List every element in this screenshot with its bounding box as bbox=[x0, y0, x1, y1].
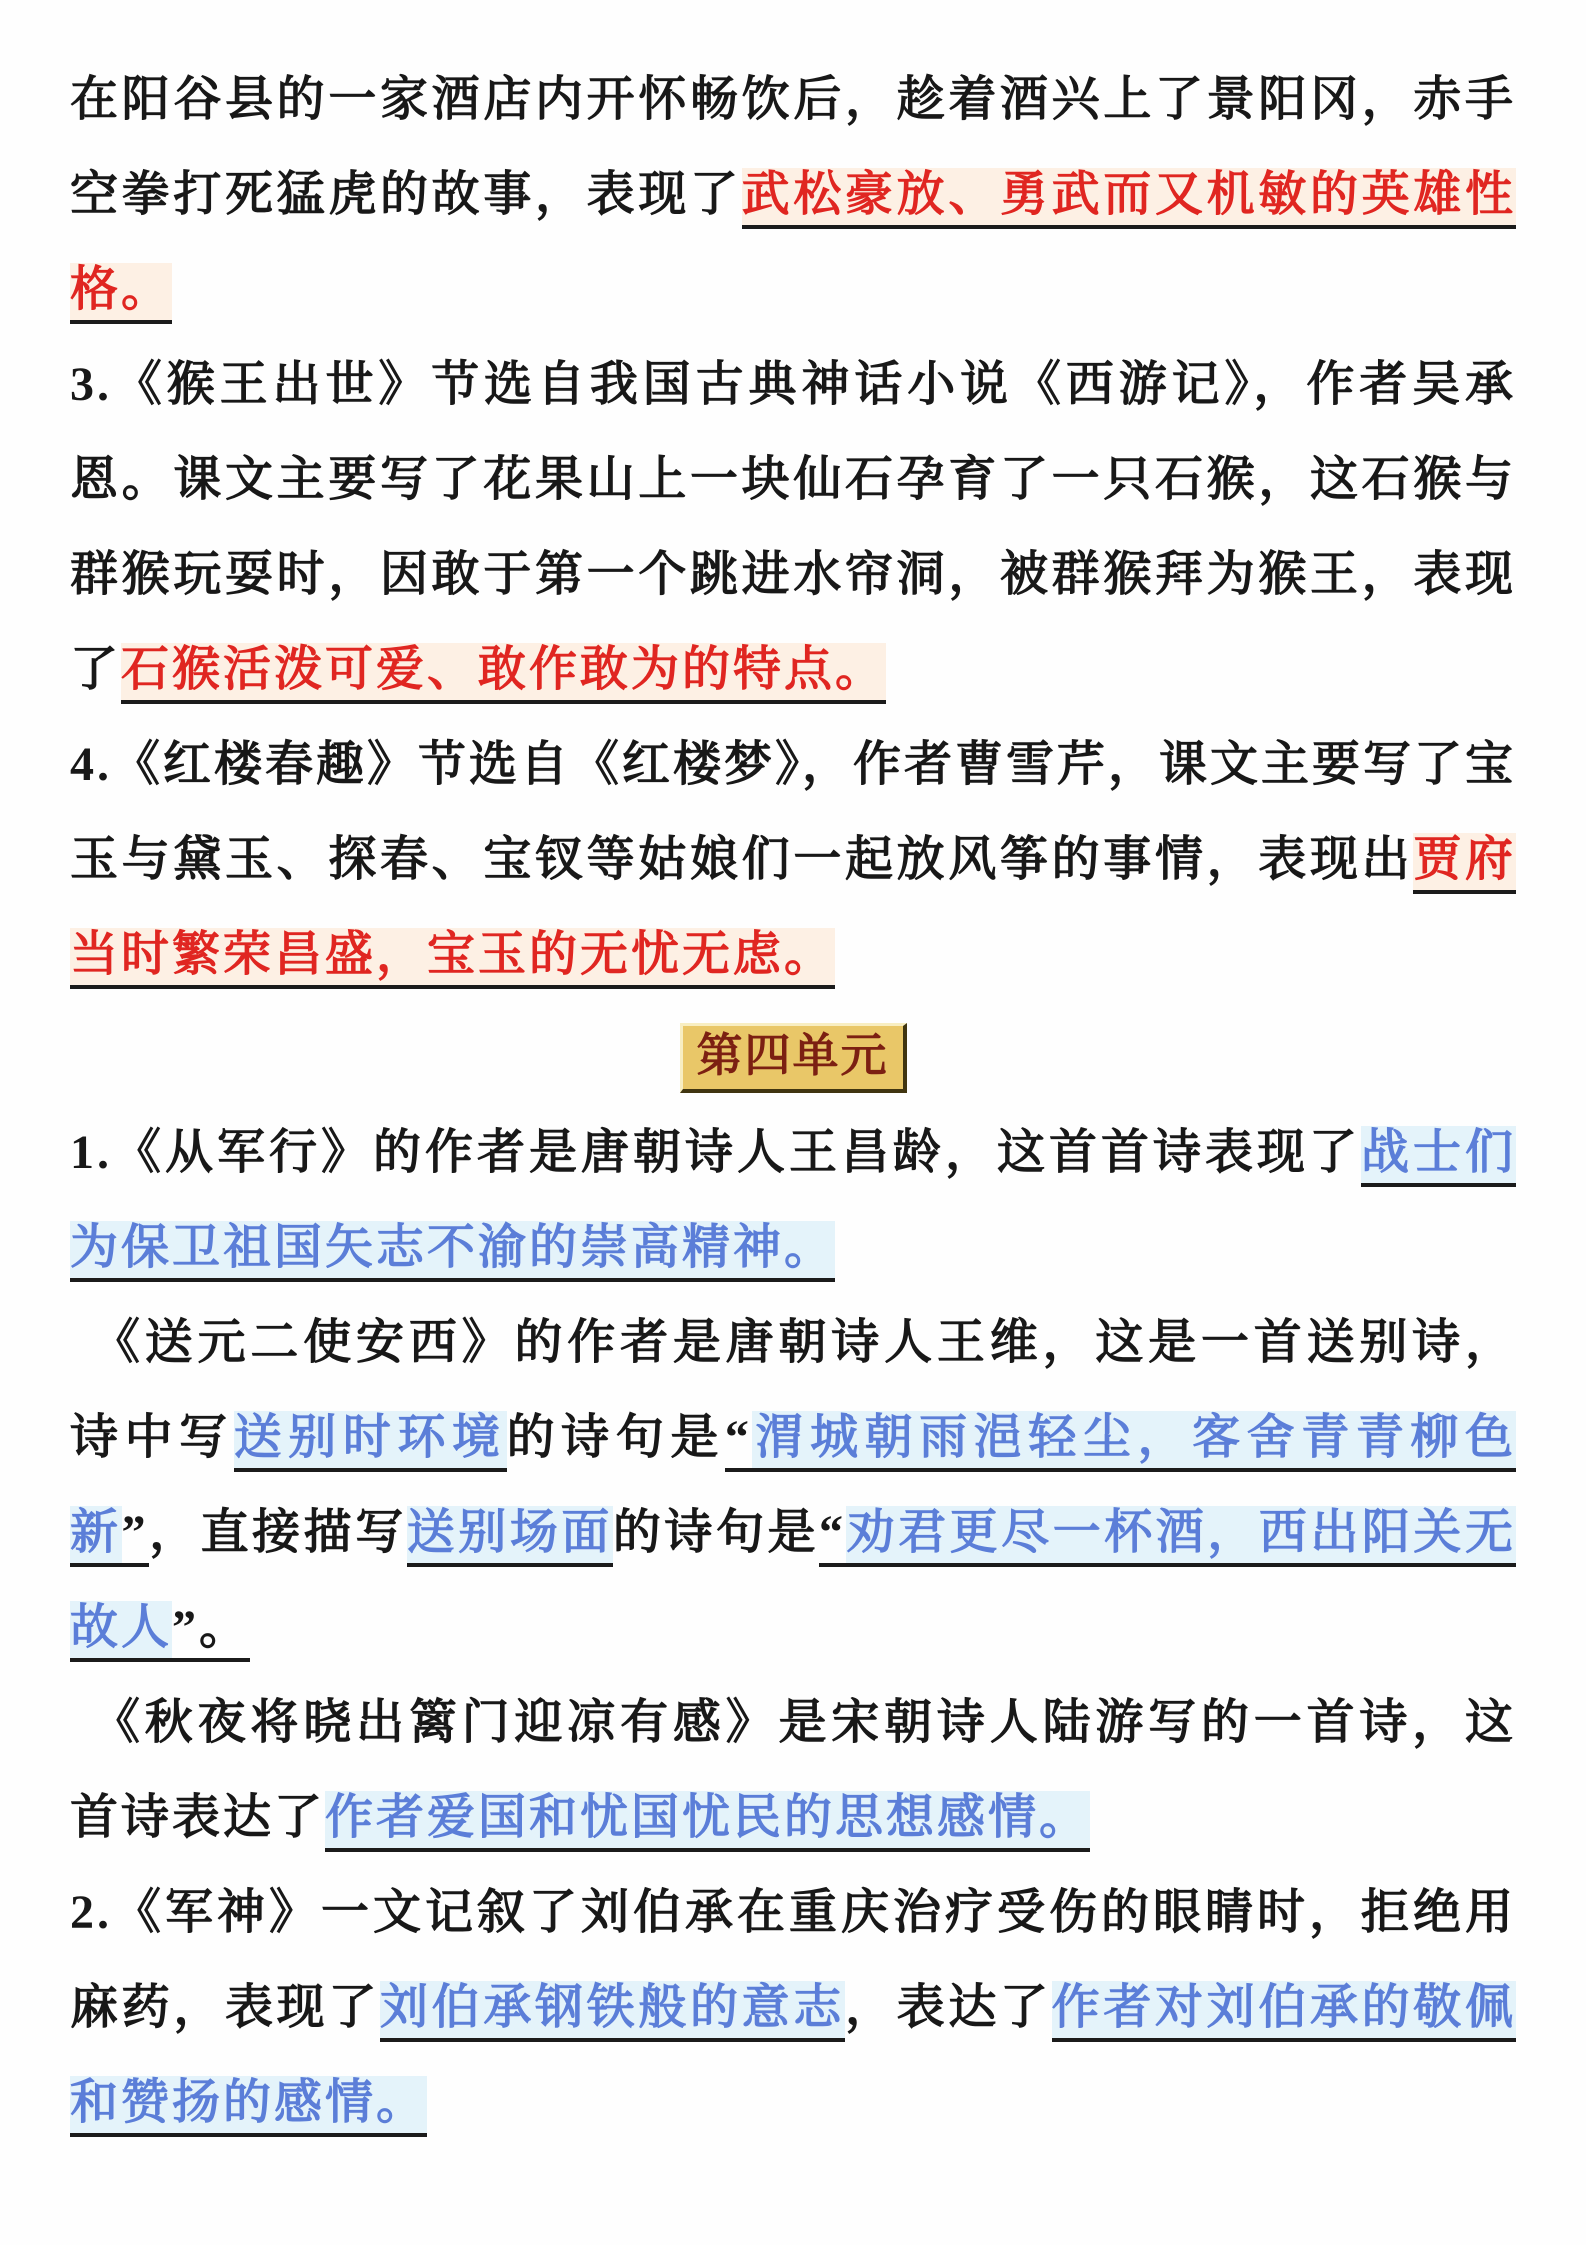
paragraph bbox=[70, 337, 1516, 717]
paragraph bbox=[70, 717, 1516, 1002]
paragraph bbox=[70, 1295, 1516, 1675]
text-run: 3.《猴王出世》节选自我国古典神话小说《西游记》，作者吴承恩。课文主要写了花果山上一块仙石孕育了一只石猴，这石猴与群猴玩耍时，因敢于第一个跳进水帘洞，被群猴拜为猴王，表现了 bbox=[70, 358, 1516, 696]
answer-blue-underlined: 劝君更尽一杯酒，西出阳关无故人 bbox=[70, 1506, 1516, 1662]
paragraph bbox=[70, 1105, 1516, 1295]
text-run: 在阳谷县的一家酒店内开怀畅饮后，趁着酒兴上了景阳冈，赤手空拳打死猛虎的故事，表现了 bbox=[70, 73, 1516, 221]
answer-blue-underlined: 渭城朝雨浥轻尘，客舍青青柳色新 bbox=[70, 1411, 1516, 1567]
text-run: 4.《红楼春趣》节选自《红楼梦》，作者曹雪芹，课文主要写了宝玉与黛玉、探春、宝钗等姑娘们一起放风筝的事情，表现出 bbox=[70, 738, 1517, 886]
text-run: 《送元二使安西》的作者是唐朝诗人王维，这是一首送别诗，诗中写 bbox=[70, 1316, 1516, 1464]
answer-red-underlined: 贾府当时繁荣昌盛，宝玉的无忧无虑。 bbox=[70, 833, 1516, 989]
section-header-label: 第四单元 bbox=[680, 1023, 907, 1093]
answer-blue-underlined: 送别时环境 bbox=[234, 1411, 507, 1472]
answer-blue-underlined: 作者对刘伯承的敬佩和赞扬的感情。 bbox=[70, 1981, 1516, 2137]
quote-mark-underlined: “ bbox=[819, 1506, 846, 1567]
text-run: 的诗句是 bbox=[506, 1411, 725, 1464]
answer-blue-underlined: 刘伯承钢铁般的意志 bbox=[380, 1981, 845, 2042]
paragraph bbox=[70, 1675, 1516, 1865]
quote-mark-underlined: ” bbox=[122, 1506, 149, 1567]
quote-mark-underlined: “ bbox=[725, 1411, 752, 1472]
answer-blue-underlined: 送别场面 bbox=[407, 1506, 613, 1567]
answer-blue-underlined: 作者爱国和忧国忧民的思想感情。 bbox=[325, 1791, 1090, 1852]
paragraph bbox=[70, 1865, 1516, 2150]
text-run: ，表达了 bbox=[844, 1981, 1052, 2034]
text-run: 1.《从军行》的作者是唐朝诗人王昌龄，这首首诗表现了 bbox=[70, 1126, 1361, 1179]
answer-red-underlined: 石猴活泼可爱、敢作敢为的特点。 bbox=[121, 643, 886, 704]
quote-mark-underlined: ”。 bbox=[172, 1601, 250, 1662]
text-run: ，直接描写 bbox=[148, 1506, 407, 1559]
paragraph bbox=[70, 52, 1516, 337]
answer-blue-underlined: 战士们为保卫祖国矢志不渝的崇高精神。 bbox=[70, 1126, 1516, 1282]
section-header bbox=[70, 1008, 1516, 1103]
answer-red-underlined: 武松豪放、勇武而又机敏的英雄性格。 bbox=[70, 168, 1516, 324]
text-run: 2.《军神》一文记叙了刘伯承在重庆治疗受伤的眼睛时，拒绝用麻药，表现了 bbox=[70, 1886, 1516, 2034]
text-run: 《秋夜将晓出篱门迎凉有感》是宋朝诗人陆游写的一首诗，这首诗表达了 bbox=[70, 1696, 1516, 1844]
text-run: 的诗句是 bbox=[612, 1506, 820, 1559]
